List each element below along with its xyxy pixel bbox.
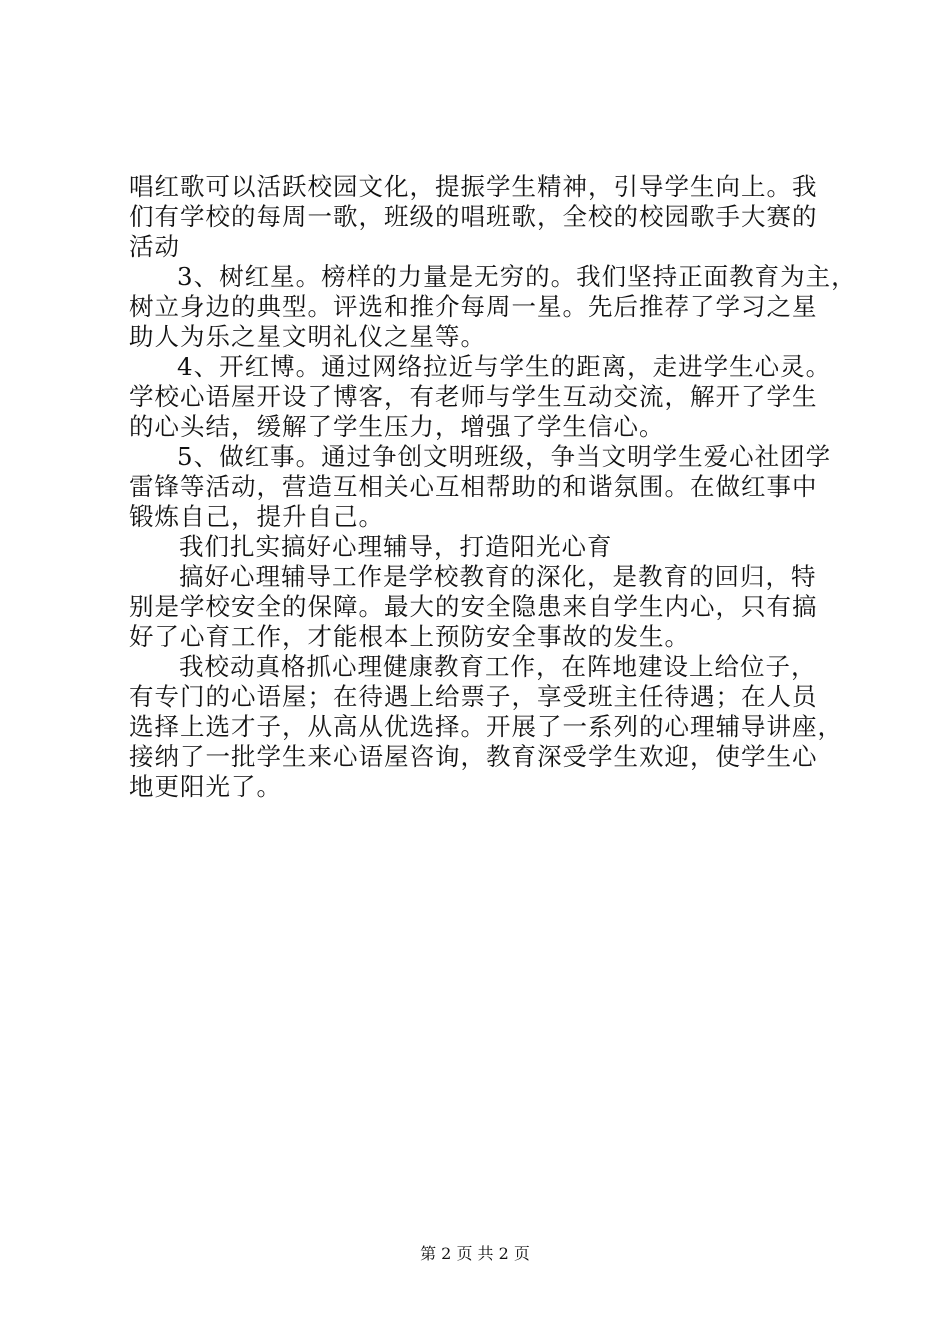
text-line: 学校心语屋开设了博客，有老师与学生互动交流，解开了学生 xyxy=(129,382,818,411)
page-number: 第 2 页 共 2 页 xyxy=(420,1244,530,1263)
text-line: 4、开红博。通过网络拉近与学生的距离，走进学生心灵。 xyxy=(177,352,832,381)
text-line: 我校动真格抓心理健康教育工作，在阵地建设上给位子， xyxy=(179,652,817,681)
page-footer xyxy=(0,1243,950,1265)
document-body xyxy=(129,172,857,802)
text-line: 3、树红星。榜样的力量是无穷的。我们坚持正面教育为主， xyxy=(177,262,857,291)
text-line: 唱红歌可以活跃校园文化，提振学生精神，引导学生向上。我 xyxy=(129,172,818,201)
text-line: 好了心育工作，才能根本上预防安全事故的发生。 xyxy=(129,622,690,651)
text-line: 活动 xyxy=(129,232,180,261)
text-line: 选择上选才子，从高从优选择。开展了一系列的心理辅导讲座， xyxy=(129,712,843,741)
text-line: 的心头结，缓解了学生压力，增强了学生信心。 xyxy=(129,412,665,441)
text-line: 树立身边的典型。评选和推介每周一星。先后推荐了学习之星 xyxy=(129,292,818,321)
text-line: 们有学校的每周一歌，班级的唱班歌，全校的校园歌手大赛的 xyxy=(129,202,818,231)
text-line: 5、做红事。通过争创文明班级，争当文明学生爱心社团学 xyxy=(177,442,832,471)
text-line: 别是学校安全的保障。最大的安全隐患来自学生内心，只有搞 xyxy=(129,592,818,621)
text-line: 雷锋等活动，营造互相关心互相帮助的和谐氛围。在做红事中 xyxy=(129,472,818,501)
text-line: 接纳了一批学生来心语屋咨询，教育深受学生欢迎，使学生心 xyxy=(129,742,818,771)
text-line: 搞好心理辅导工作是学校教育的深化，是教育的回归，特 xyxy=(179,562,817,591)
text-line: 有专门的心语屋；在待遇上给票子，享受班主任待遇；在人员 xyxy=(129,682,818,711)
section-heading: 我们扎实搞好心理辅导，打造阳光心育 xyxy=(179,532,613,561)
text-line: 锻炼自己，提升自己。 xyxy=(129,502,384,531)
text-line: 地更阳光了。 xyxy=(129,772,282,801)
text-line: 助人为乐之星文明礼仪之星等。 xyxy=(129,322,486,351)
